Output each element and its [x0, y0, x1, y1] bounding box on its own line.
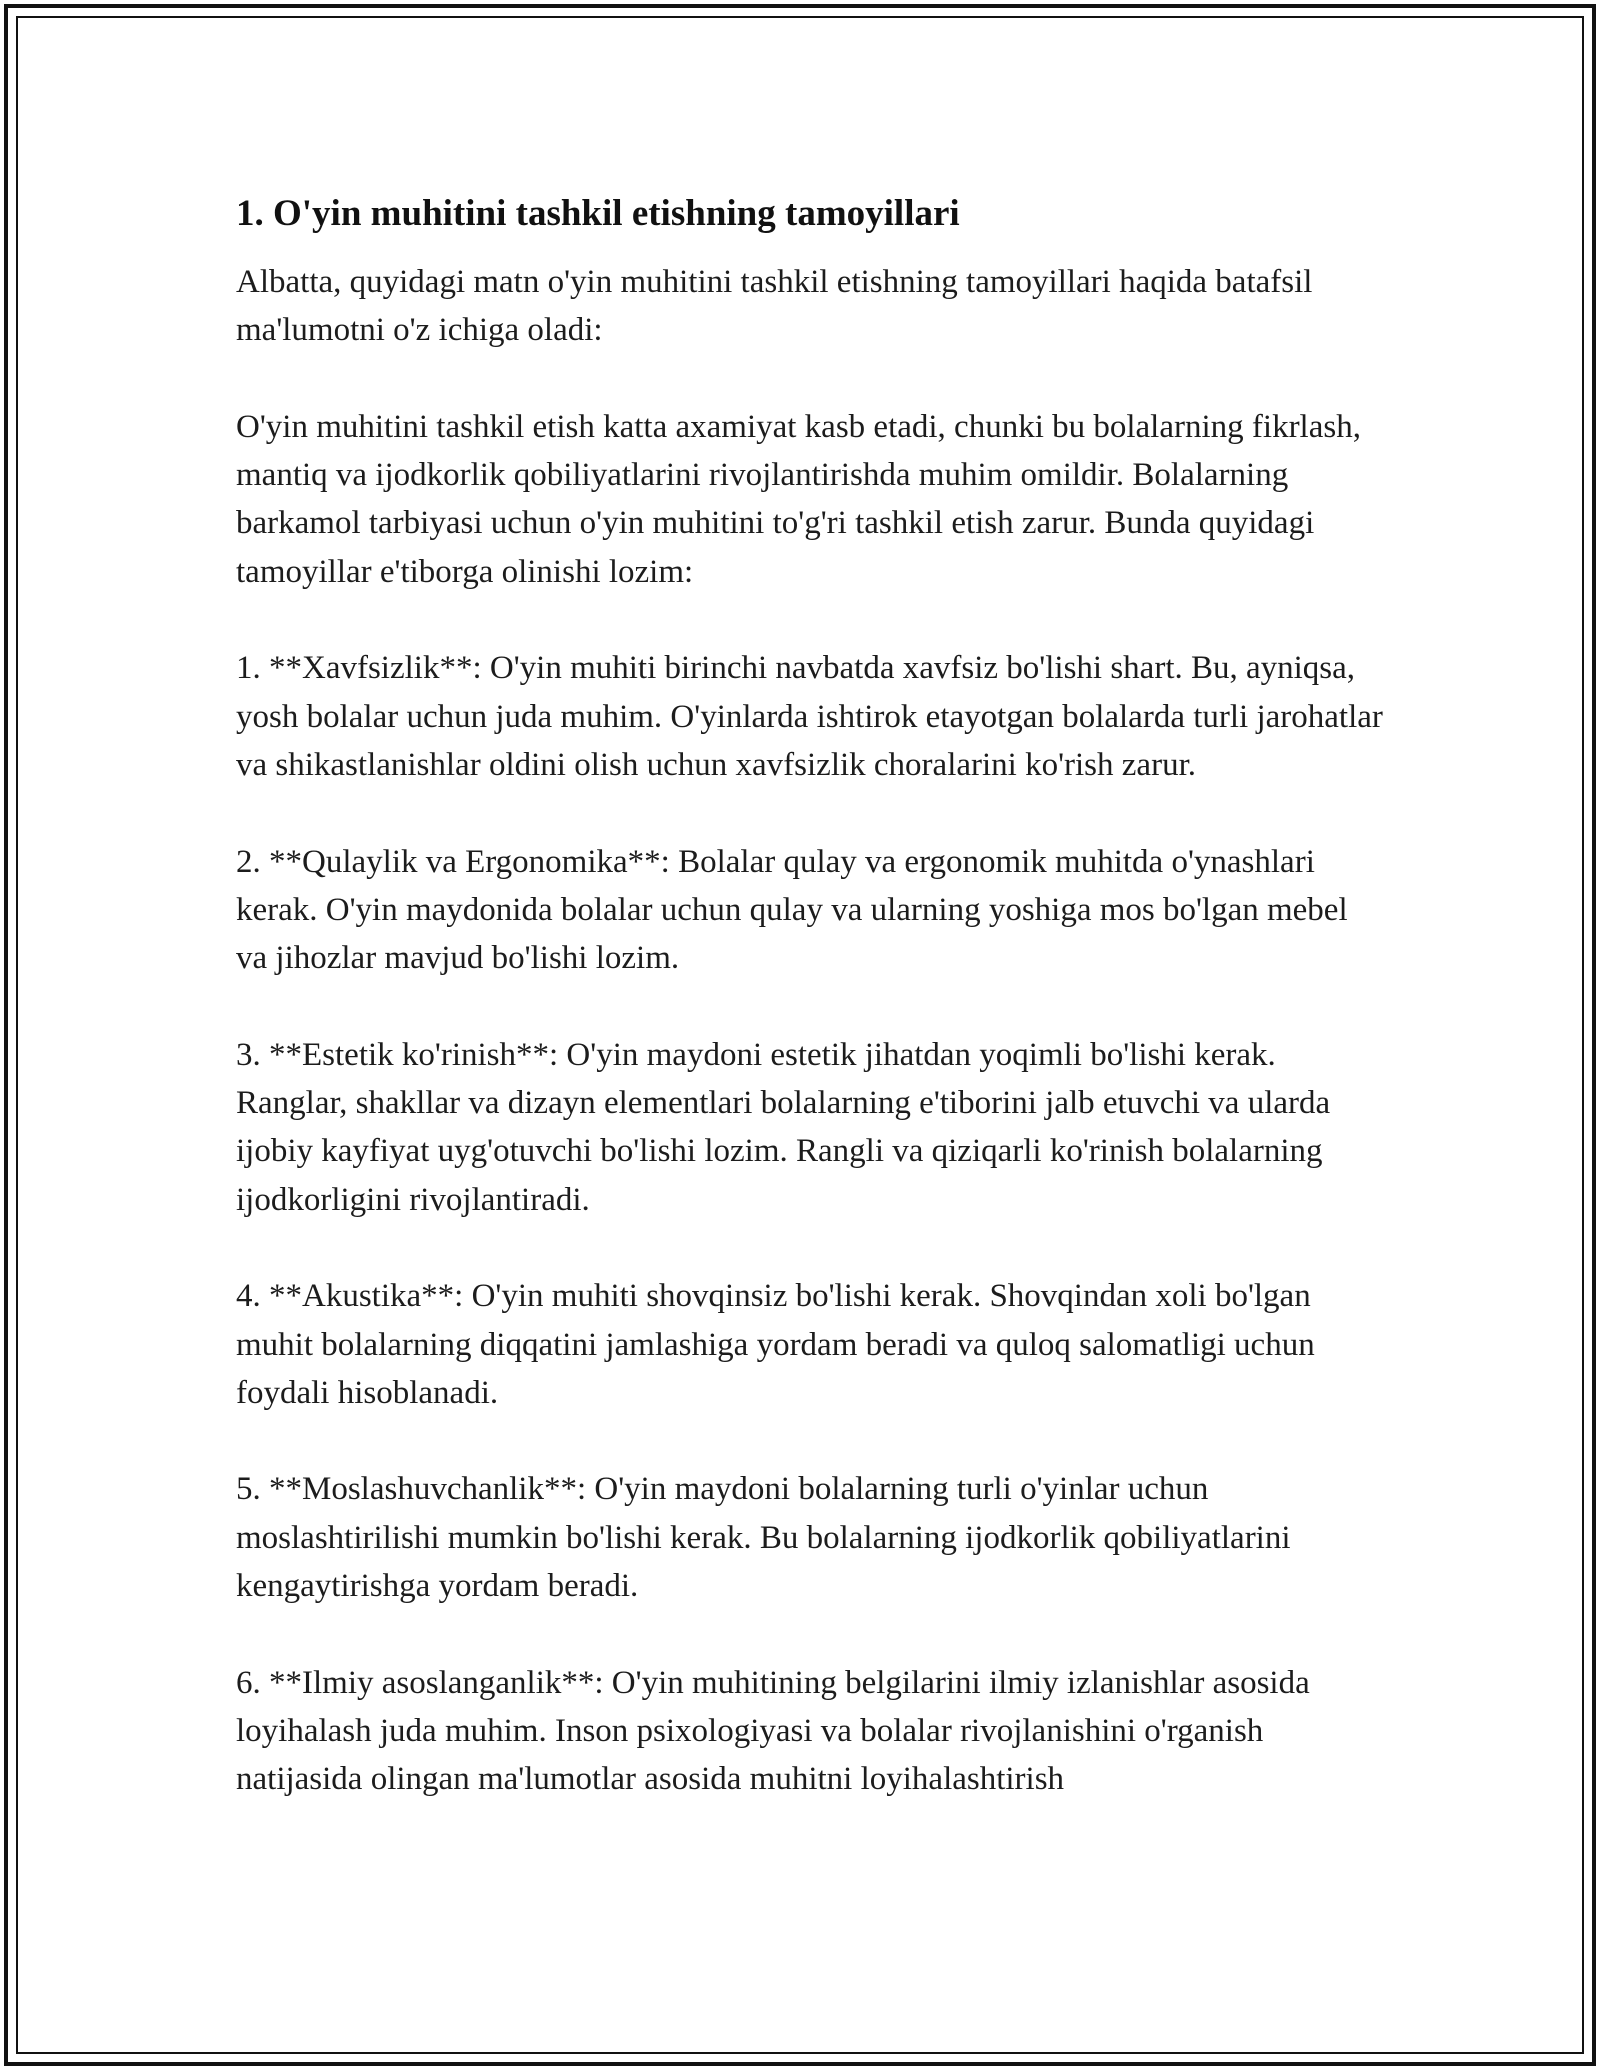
paragraph-item-4: 4. **Akustika**: O'yin muhiti shovqinsiz bo'lishi kerak. Shovqindan xoli bo'lgan muhit bolalarning diqqatini jamlashiga yordam beradi va quloq salomatligi uchun foydali hisoblanadi. — [236, 1278, 1315, 1411]
document-heading: 1. O'yin muhitini tashkil etishning tamoyillari — [236, 193, 960, 234]
paragraph-overview: O'yin muhitini tashkil etish katta axamiyat kasb etadi, chunki bu bolalarning fikrlash, mantiq va ijodkorlik qobiliyatlarini rivojlantirishda muhim omildir. Bolalarning barkamol tarbiyasi uchun o'yin muhitini to'g'ri tashkil etish zarur. Bunda quyidagi tamoyillar e'tiborga olinishi lozim: — [236, 408, 1361, 590]
paragraph-item-1: 1. **Xavfsizlik**: O'yin muhiti birinchi navbatda xavfsiz bo'lishi shart. Bu, ayniqsa, yosh bolalar uchun juda muhim. O'yinlarda ishtirok etayotgan bolalarda turli jarohatlar va shikastlanishlar oldini olish uchun xavfsizlik choralarini ko'rish zarur. — [236, 650, 1383, 783]
paragraph-item-3: 3. **Estetik ko'rinish**: O'yin maydoni estetik jihatdan yoqimli bo'lishi kerak. Ranglar, shakllar va dizayn elementlari bolalarning e'tiborini jalb etuvchi va ularda ijobiy kayfiyat uyg'otuvchi bo'lishi lozim. Rangli va qiziqarli ko'rinish bolalarning ijodkorligini rivojlantiradi. — [236, 1036, 1331, 1218]
paragraph-item-2: 2. **Qulaylik va Ergonomika**: Bolalar qulay va ergonomik muhitda o'ynashlari kerak. O'yin maydonida bolalar uchun qulay va ularning yoshiga mos bo'lgan mebel va jihozlar mavjud bo'lishi lozim. — [236, 843, 1348, 977]
paragraph-intro: Albatta, quyidagi matn o'yin muhitini tashkil etishning tamoyillari haqida batafsil ma'lumotni o'z ichiga oladi: — [236, 264, 1313, 349]
paragraph-item-6: 6. **Ilmiy asoslanganlik**: O'yin muhitining belgilarini ilmiy izlanishlar asosida loyihalash juda muhim. Inson psixologiyasi va bolalar rivojlanishini o'rganish natijasida olingan ma'lumotlar asosida muhitni loyihalashtirish — [236, 1664, 1310, 1798]
document-body — [236, 186, 1386, 1804]
paragraph-item-5: 5. **Moslashuvchanlik**: O'yin maydoni bolalarning turli o'yinlar uchun moslashtirilishi mumkin bo'lishi kerak. Bu bolalarning ijodkorlik qobiliyatlarini kengaytirishga yordam beradi. — [236, 1471, 1291, 1605]
